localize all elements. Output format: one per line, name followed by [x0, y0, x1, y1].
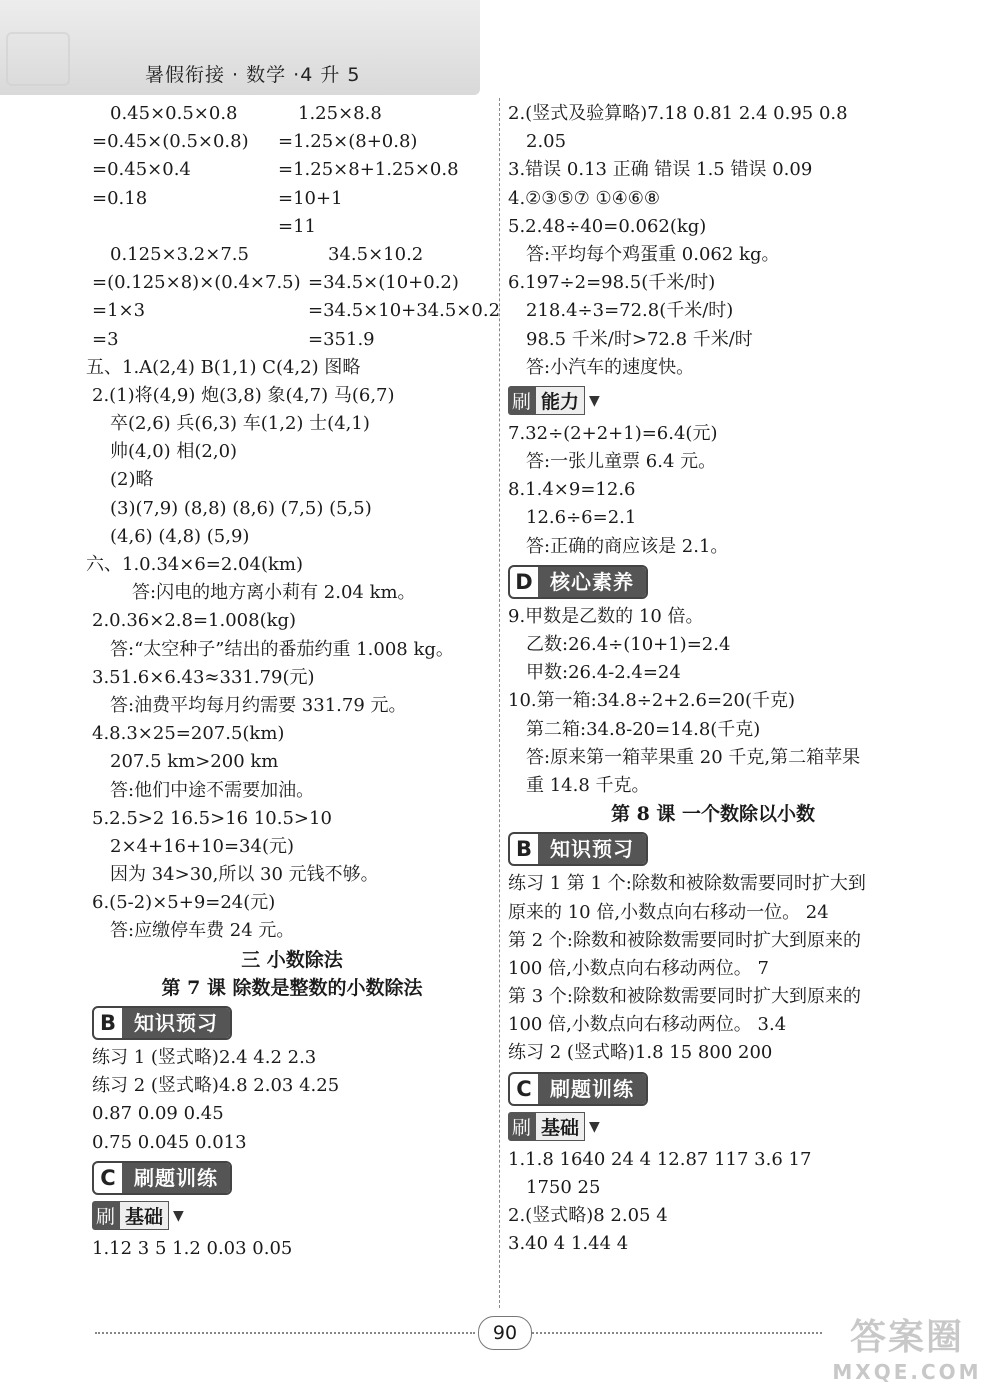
- calc-expr: =0.18: [92, 187, 148, 209]
- triangle-down-icon: ▼: [589, 1118, 600, 1135]
- calc-expr: =1×3: [92, 300, 146, 322]
- answer-line: 1.1.8 1640 24 4 12.87 117 3.6 17: [508, 1148, 812, 1170]
- calc-row-9: [92, 326, 492, 354]
- section-badge-practice: [508, 1070, 918, 1108]
- sub-badge-label: 基础: [119, 1201, 169, 1230]
- sub-badge-label: 能力: [535, 386, 585, 415]
- answer-line: 帅(4,0) 相(2,0): [110, 441, 238, 463]
- badge-box: [92, 1006, 232, 1040]
- watermark-logo: [822, 1316, 992, 1394]
- answer-line: 3.40 4 1.44 4: [508, 1233, 629, 1255]
- answer-line: 第 2 个:除数和被除数需要同时扩大到原来的: [508, 929, 861, 951]
- badge-box: [508, 565, 648, 599]
- answer-line: 3.错误 0.13 正确 错误 1.5 错误 0.09: [508, 159, 813, 181]
- badge-label: 刷题训练: [122, 1163, 230, 1193]
- calc-expr: 1.25×8.8: [298, 103, 382, 124]
- section-badge-core: [508, 563, 918, 601]
- badge-label: 知识预习: [538, 834, 646, 864]
- calc-row-5: [92, 213, 492, 241]
- answer-line: 100 倍,小数点向右移动两位。 3.4: [508, 1014, 787, 1036]
- badge-box: [508, 832, 648, 866]
- calc-expr: =1.25×(8+0.8): [278, 131, 418, 153]
- answer-line: 答:原来第一箱苹果重 20 千克,第二箱苹果: [526, 746, 861, 768]
- watermark-url: MXQE.COM: [832, 1360, 982, 1384]
- calc-expr: =0.45×0.4: [92, 159, 191, 181]
- answer-line: 答:“太空种子”结出的番茄约重 1.008 kg。: [110, 638, 454, 660]
- answer-line: 答:一张儿童票 6.4 元。: [526, 451, 717, 473]
- answer-line: 0.75 0.045 0.013: [92, 1131, 247, 1153]
- footer-rule-left: [95, 1332, 475, 1334]
- answer-line: 100 倍,小数点向右移动两位。 7: [508, 957, 769, 979]
- answer-line: 7.32÷(2+2+1)=6.4(元): [508, 422, 718, 444]
- sub-badge-ability: [508, 384, 918, 418]
- column-divider: [499, 98, 500, 1308]
- calc-expr: =10+1: [278, 187, 343, 209]
- badge-label: 核心素养: [538, 567, 646, 597]
- answer-line: 甲数:26.4-2.4=24: [526, 662, 681, 684]
- answer-line: 1.12 3 5 1.2 0.03 0.05: [92, 1237, 293, 1259]
- header-title: 暑假衔接 · 数学 ·4 升 5: [145, 64, 361, 86]
- answer-line: 答:小汽车的速度快。: [526, 356, 695, 378]
- answer-line: 4.8.3×25=207.5(km): [92, 723, 285, 745]
- answer-line: 练习 2 (竖式略)4.8 2.03 4.25: [92, 1075, 340, 1097]
- sub-badge-prefix: 刷: [92, 1201, 119, 1230]
- calc-expr: =11: [278, 215, 316, 237]
- answer-line: 答:油费平均每月约需要 331.79 元。: [110, 694, 407, 716]
- sub-badge-prefix: 刷: [508, 1112, 535, 1141]
- answer-line: 5.2.5>2 16.5>16 10.5>10: [92, 807, 332, 829]
- answer-line: 0.87 0.09 0.45: [92, 1103, 224, 1125]
- answer-line: 2.(竖式略)8 2.05 4: [508, 1205, 668, 1226]
- answer-line: 原来的 10 倍,小数点向右移动一位。 24: [508, 901, 829, 923]
- sub-badge-prefix: 刷: [508, 386, 535, 415]
- header-decoration: [6, 32, 70, 86]
- badge-letter: C: [100, 1165, 116, 1190]
- chapter-title: 三 小数除法: [241, 948, 343, 971]
- section-badge-preview: [508, 830, 918, 868]
- watermark-text: 答案圈: [849, 1317, 964, 1358]
- calc-expr: =34.5×(10+0.2): [308, 272, 459, 294]
- answer-line: 练习 1 第 1 个:除数和被除数需要同时扩大到: [508, 873, 866, 895]
- lesson-title: 第 8 课 一个数除以小数: [610, 803, 816, 826]
- answer-line: (2)略: [110, 469, 154, 491]
- sub-badge-basic: [92, 1199, 492, 1233]
- answer-line: 2.(1)将(4,9) 炮(3,8) 象(4,7) 马(6,7): [92, 384, 395, 406]
- calc-row-7: [92, 269, 492, 297]
- answer-line: 因为 34>30,所以 30 元钱不够。: [110, 864, 379, 886]
- section-badge-practice: [92, 1159, 492, 1197]
- answer-line: 答:闪电的地方离小莉有 2.04 km。: [132, 582, 416, 604]
- calc-expr: =0.45×(0.5×0.8): [92, 131, 249, 153]
- answer-line: 卒(2,6) 兵(6,3) 车(1,2) 士(4,1): [110, 413, 370, 435]
- calc-expr: 0.125×3.2×7.5: [110, 243, 249, 265]
- left-column: [86, 100, 501, 1263]
- answer-line: 五、1.A(2,4) B(1,1) C(4,2) 图略: [86, 356, 361, 378]
- badge-letter: D: [515, 569, 533, 594]
- answer-line: 练习 1 (竖式略)2.4 4.2 2.3: [92, 1047, 317, 1068]
- badge-letter: B: [515, 837, 532, 862]
- badge-box: [92, 1161, 232, 1195]
- answer-line: 重 14.8 千克。: [526, 774, 650, 796]
- answer-line: 答:应缴停车费 24 元。: [110, 920, 295, 942]
- badge-label: 刷题训练: [538, 1074, 646, 1104]
- calc-expr: =(0.125×8)×(0.4×7.5): [92, 272, 301, 294]
- answer-line: 3.51.6×6.43≈331.79(元): [92, 666, 315, 688]
- answer-line: 2.(竖式及验算略)7.18 0.81 2.4 0.95 0.8: [508, 103, 848, 124]
- answer-line: (3)(7,9) (8,8) (8,6) (7,5) (5,5): [110, 497, 372, 519]
- answer-line: 1750 25: [526, 1176, 601, 1198]
- answer-line: 第 3 个:除数和被除数需要同时扩大到原来的: [508, 986, 861, 1008]
- section-badge-preview: [92, 1004, 492, 1042]
- badge-letter: C: [516, 1076, 532, 1101]
- calc-row-1: [92, 100, 492, 128]
- footer-rule-right: [532, 1332, 822, 1334]
- calc-row-8: [92, 297, 501, 325]
- answer-line: 练习 2 (竖式略)1.8 15 800 200: [508, 1042, 773, 1064]
- answer-line: 答:平均每个鸡蛋重 0.062 kg。: [526, 243, 780, 265]
- calc-row-4: [92, 185, 492, 213]
- answer-line: 6.(5-2)×5+9=24(元): [92, 892, 276, 914]
- answer-line: 9.甲数是乙数的 10 倍。: [508, 605, 704, 627]
- answer-line: 12.6÷6=2.1: [526, 507, 637, 529]
- answer-line: 6.197÷2=98.5(千米/时): [508, 272, 716, 294]
- answer-line: 2.05: [526, 131, 567, 153]
- calc-expr: =1.25×8+1.25×0.8: [278, 159, 459, 181]
- calc-row-2: [92, 128, 492, 156]
- answer-line: 2×4+16+10=34(元): [110, 835, 294, 857]
- lesson-title: 第 7 课 除数是整数的小数除法: [161, 976, 423, 999]
- answer-line: 207.5 km>200 km: [110, 751, 279, 773]
- answer-line: 第二箱:34.8-20=14.8(千克): [526, 718, 761, 740]
- answer-line: 8.1.4×9=12.6: [508, 479, 636, 501]
- answer-line: 218.4÷3=72.8(千米/时): [526, 300, 734, 322]
- answer-line: 5.2.48÷40=0.062(kg): [508, 215, 707, 237]
- triangle-down-icon: ▼: [173, 1207, 184, 1224]
- badge-label: 知识预习: [122, 1008, 230, 1038]
- sub-badge-label: 基础: [535, 1112, 585, 1141]
- answer-line: 答:正确的商应该是 2.1。: [526, 535, 729, 557]
- calc-expr: =3: [92, 328, 119, 350]
- calc-row-3: [92, 156, 492, 184]
- right-column: [508, 100, 918, 1258]
- answer-line: 98.5 千米/时>72.8 千米/时: [526, 328, 753, 350]
- triangle-down-icon: ▼: [589, 392, 600, 409]
- answer-line: 乙数:26.4÷(10+1)=2.4: [526, 634, 731, 655]
- answer-line: (4,6) (4,8) (5,9): [110, 525, 250, 547]
- answer-line: 4.②③⑤⑦ ①④⑥⑧: [508, 187, 660, 209]
- answer-line: 2.0.36×2.8=1.008(kg): [92, 610, 297, 632]
- badge-box: [508, 1072, 648, 1106]
- calc-expr: 0.45×0.5×0.8: [110, 103, 238, 124]
- calc-expr: =351.9: [308, 328, 375, 350]
- calc-expr: 34.5×10.2: [328, 243, 424, 265]
- sub-badge-basic: [508, 1110, 918, 1144]
- page-number: 90: [478, 1316, 532, 1350]
- answer-line: 六、1.0.34×6=2.04(km): [86, 554, 303, 575]
- badge-letter: B: [99, 1011, 116, 1035]
- page-header: [0, 0, 480, 95]
- calc-row-6: [92, 241, 492, 269]
- calc-expr: =34.5×10+34.5×0.2: [308, 300, 501, 322]
- answer-line: 10.第一箱:34.8÷2+2.6=20(千克): [508, 690, 796, 712]
- answer-line: 答:他们中途不需要加油。: [110, 779, 315, 801]
